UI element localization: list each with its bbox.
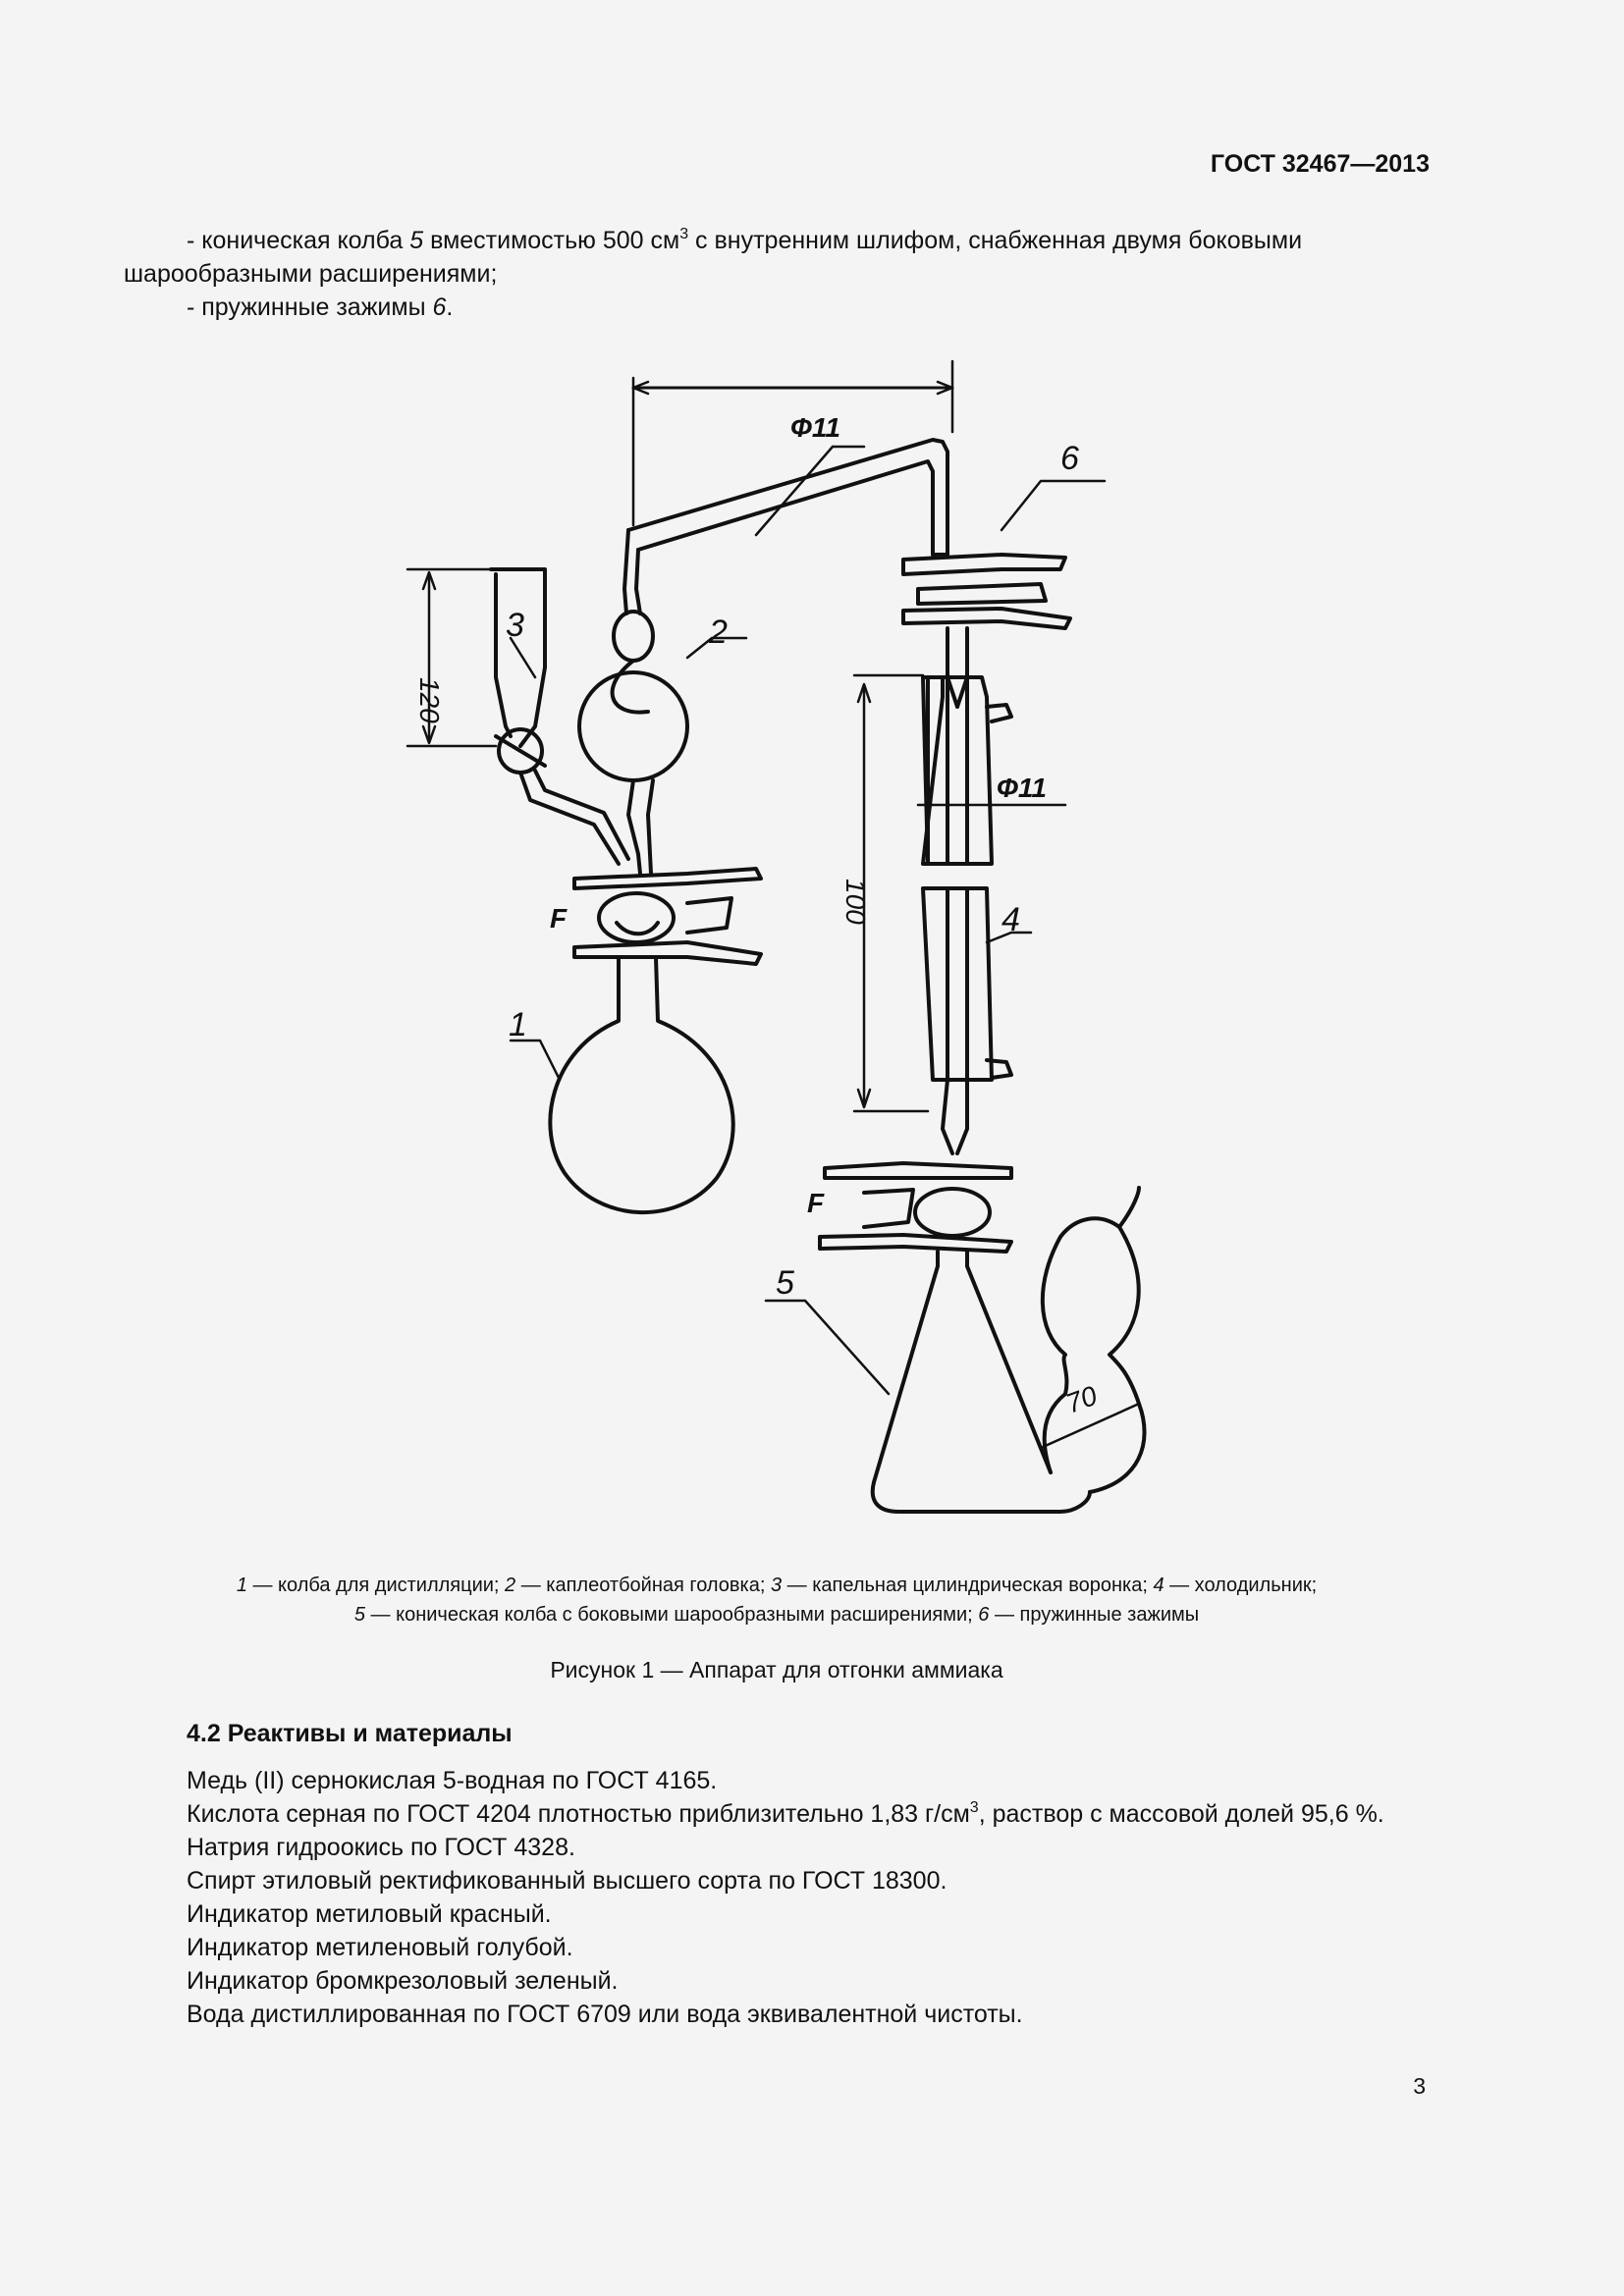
- materials-list: [124, 1764, 1430, 2031]
- label-1: 1: [509, 1006, 527, 1043]
- material-item: Натрия гидроокись по ГОСТ 4328.: [187, 1834, 575, 1861]
- phi-side-label: Ф11: [997, 773, 1047, 803]
- figure-title: Рисунок 1 — Аппарат для отгонки аммиака: [550, 1657, 1003, 1682]
- material-item: Спирт этиловый ректификованный высшего сорта по ГОСТ 18300.: [187, 1867, 947, 1895]
- intro-item-clamps: - пружинные зажимы 6.: [187, 294, 454, 321]
- material-item: Индикатор бромкрезоловый зеленый.: [187, 1967, 619, 1995]
- standard-header: ГОСТ 32467—2013: [1210, 150, 1430, 178]
- dim-120-label: 120: [414, 677, 445, 723]
- section-heading: 4.2 Реактивы и материалы: [187, 1720, 513, 1747]
- dim-100-label: 100: [840, 879, 871, 925]
- splash-head: [579, 672, 687, 780]
- intro-item-flask: - коническая колба 5 вместимостью 500 $см^3$ с внутренним шлифом, снабженная двумя боковыми шарообразными расширениями;: [124, 226, 1303, 288]
- lower-clamp: [825, 1163, 1011, 1178]
- label-4: 4: [1001, 901, 1020, 938]
- material-item: Индикатор метиленовый голубой.: [187, 1934, 573, 1961]
- condenser-lower: [923, 888, 992, 1080]
- material-item: Медь (II) сернокислая 5-водная по ГОСТ 4165.: [187, 1767, 718, 1794]
- connecting-tube: [628, 440, 947, 535]
- legend-line-1: 1 — колба для дистилляции; 2 — каплеотбойная головка; 3 — капельная цилиндрическая воронка; 4 — холодильник;: [236, 1575, 1318, 1596]
- material-item: Вода дистиллированная по ГОСТ 6709 или вода эквивалентной чистоты.: [187, 2001, 1023, 2028]
- f-lower-label: F: [807, 1188, 825, 1218]
- dim-70-label: 70: [1061, 1379, 1102, 1419]
- label-2: 2: [709, 614, 728, 651]
- side-bulbs: [1090, 1188, 1145, 1492]
- top-clamp: [903, 555, 1065, 574]
- page-number: 3: [1413, 2073, 1426, 2099]
- distillation-flask: [550, 957, 732, 1212]
- intro-list: [124, 224, 1430, 324]
- label-5: 5: [776, 1264, 794, 1302]
- label-3: 3: [506, 607, 524, 644]
- apparatus-figure: [373, 353, 1178, 1531]
- material-item: Кислота серная по ГОСТ 4204 плотностью приблизительно 1,83 $г/см^3$, раствор с массовой долей 95,6 %.: [187, 1799, 1384, 1828]
- material-item: Индикатор метиловый красный.: [187, 1900, 552, 1928]
- upper-clamp: [574, 869, 761, 888]
- f-upper-label: F: [550, 903, 568, 934]
- conical-flask: [873, 1252, 1090, 1512]
- legend-line-2: 5 — коническая колба с боковыми шарообразными расширениями; 6 — пружинные зажимы: [353, 1604, 1200, 1626]
- label-6: 6: [1060, 440, 1079, 477]
- phi-top-label: Ф11: [790, 412, 840, 443]
- dropping-funnel: [491, 569, 545, 746]
- figure-legend: [124, 1571, 1430, 1629]
